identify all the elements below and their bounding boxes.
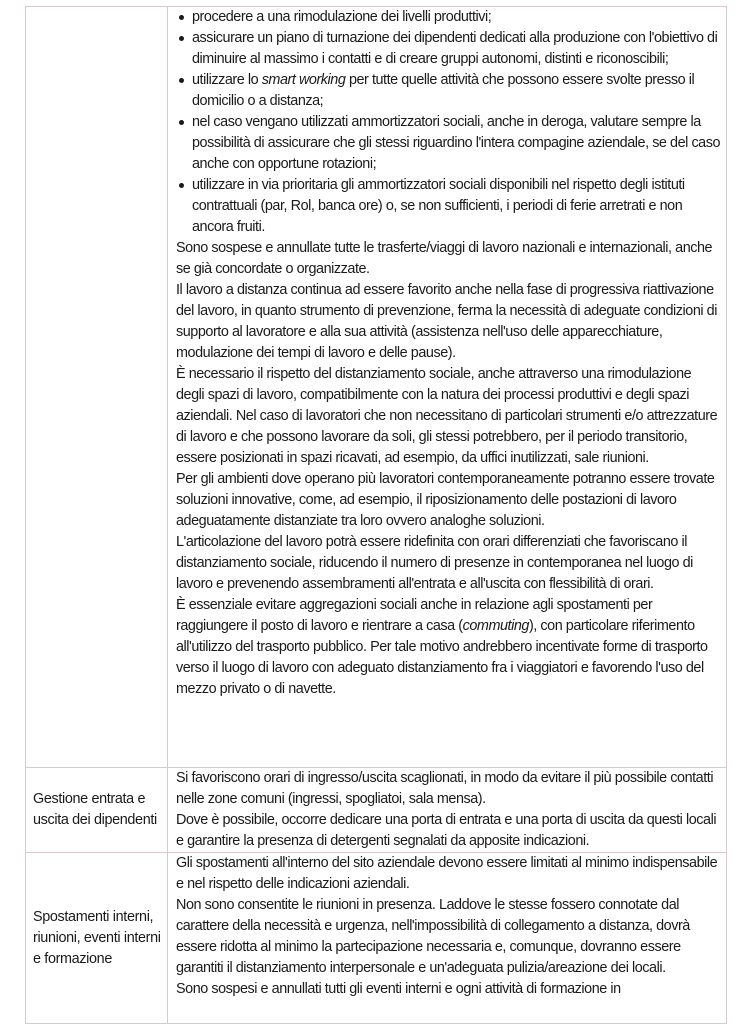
row-label-internal-movements: Spostamenti interni, riunioni, eventi interni e formazione	[33, 908, 161, 967]
table-row	[26, 853, 727, 1024]
paragraph-text: Dove è possibile, occorre dedicare una porta di entrata e una porta di uscita da questi locali e garantire la presenza di detergenti segnalati da apposite indicazioni.	[176, 812, 717, 849]
emphasis-text: commuting	[462, 618, 529, 634]
safety-protocol-table	[25, 6, 727, 1024]
paragraph	[176, 280, 722, 364]
paragraph-text: Il lavoro a distanza continua ad essere favorito anche nella fase di progressiva riattivazione del lavoro, in quanto strumento di prevenzione, ferma la necessità di adeguate condizioni di supporto al lavoratore e alla sua attività (assistenza nell'uso delle apparecchiature, modulazione dei tempi di lavoro e delle pause).	[176, 282, 717, 361]
paragraph-text: Per gli ambienti dove operano più lavoratori contemporaneamente potranno essere trovate soluzioni innovative, come, ad esempio, il riposizionamento delle postazioni di lavoro adeguatamente distanziate tra loro ovvero analoghe soluzioni.	[176, 471, 715, 529]
row-label-cell	[26, 7, 168, 768]
bullet-text: utilizzare lo	[192, 72, 262, 88]
list-item	[176, 112, 722, 175]
paragraph	[176, 532, 722, 595]
measures-bullet-list	[176, 7, 722, 238]
bullet-text: nel caso vengano utilizzati ammortizzatori sociali, anche in deroga, valutare sempre la possibilità di assicurare che gli stessi riguardino l'intera compagine aziendale, se del caso anche con opportune rotazioni;	[192, 114, 721, 172]
paragraph-text: È essenziale evitare aggregazioni sociali anche in relazione agli spostamenti per raggiungere il posto di lavoro e rientrare a casa (	[176, 597, 653, 634]
row-content-cell	[168, 7, 727, 768]
bullet-icon	[179, 120, 184, 125]
list-item	[176, 70, 722, 112]
paragraph	[176, 768, 722, 810]
bullet-text: procedere a una rimodulazione dei livelli produttivi;	[192, 9, 492, 25]
paragraph-text: Sono sospese e annullate tutte le trasferte/viaggi di lavoro nazionali e internazionali, anche se già concordate o organizzate.	[176, 240, 713, 277]
bullet-icon	[179, 78, 184, 83]
paragraph-text: ), con particolare riferimento all'utilizzo del trasporto pubblico. Per tale motivo andrebbero incentivate forme di trasporto verso il luogo di lavoro con adeguato distanziamento fra i viaggiatori e favorendo l'uso del mezzo privato o di navette.	[176, 618, 708, 697]
paragraph	[176, 979, 722, 1000]
bullet-icon	[179, 183, 184, 188]
row-label-cell	[26, 768, 168, 853]
paragraph	[176, 595, 722, 700]
bullet-text: assicurare un piano di turnazione dei dipendenti dedicati alla produzione con l'obiettivo di diminuire al massimo i contatti e di creare gruppi autonomi, distinti e riconoscibili;	[192, 30, 718, 67]
paragraph	[176, 238, 722, 280]
paragraph-text: Si favoriscono orari di ingresso/uscita scaglionati, in modo da evitare il più possibile contatti nelle zone comuni (ingressi, spogliatoi, sala mensa).	[176, 770, 714, 807]
document-page	[25, 6, 727, 1024]
paragraph-text: L'articolazione del lavoro potrà essere ridefinita con orari differenziati che favoriscano il distanziamento sociale, riducendo il numero di presenze in contemporanea nel luogo di lavoro e prevenendo assembramenti all'entrata e all'uscita con flessibilità di orari.	[176, 534, 693, 592]
bullet-text: utilizzare in via prioritaria gli ammortizzatori sociali disponibili nel rispetto degli istituti contrattuali (par, Rol, banca ore) o, se non sufficienti, i periodi di ferie arretrati e non ancora fruiti.	[192, 177, 685, 235]
paragraph-text: Non sono consentite le riunioni in presenza. Laddove le stesse fossero connotate dal carattere della necessità e urgenza, nell'impossibilità di collegamento a distanza, dovrà essere ridotta al minimo la partecipazione necessaria e, comunque, dovranno essere garantiti il distanziamento interpersonale e un'adeguata pulizia/areazione dei locali.	[176, 897, 690, 976]
bullet-icon	[179, 15, 184, 20]
paragraph-text: È necessario il rispetto del distanziamento sociale, anche attraverso una rimodulazione degli spazi di lavoro, compatibilmente con la natura dei processi produttivi e degli spazi aziendali. Nel caso di lavoratori che non necessitano di particolari strumenti e/o attrezzature di lavoro e che possono lavorare da soli, gli stessi potrebbero, per il periodo transitorio, essere posizionati in spazi ricavati, ad esempio, da uffici inutilizzati, sale riunioni.	[176, 366, 718, 466]
row-label-entry-exit: Gestione entrata e uscita dei dipendenti	[33, 791, 157, 828]
row-content-cell	[168, 853, 727, 1024]
emphasis-text: smart working	[261, 72, 346, 88]
row-content-cell	[168, 768, 727, 853]
paragraph	[176, 895, 722, 979]
table-row	[26, 7, 727, 768]
bullet-icon	[179, 36, 184, 41]
list-item	[176, 7, 722, 28]
paragraph	[176, 853, 722, 895]
table-row	[26, 768, 727, 853]
paragraph	[176, 810, 722, 852]
bullet-text: per tutte quelle attività che possono essere svolte presso il domicilio o a distanza;	[192, 72, 695, 109]
paragraph-text: Sono sospesi e annullati tutti gli eventi interni e ogni attività di formazione in	[176, 981, 621, 997]
list-item	[176, 175, 722, 238]
paragraph	[176, 469, 722, 532]
paragraph	[176, 364, 722, 469]
paragraph-text: Gli spostamenti all'interno del sito aziendale devono essere limitati al minimo indispensabile e nel rispetto delle indicazioni aziendali.	[176, 855, 718, 892]
list-item	[176, 28, 722, 70]
row-label-cell	[26, 853, 168, 1024]
